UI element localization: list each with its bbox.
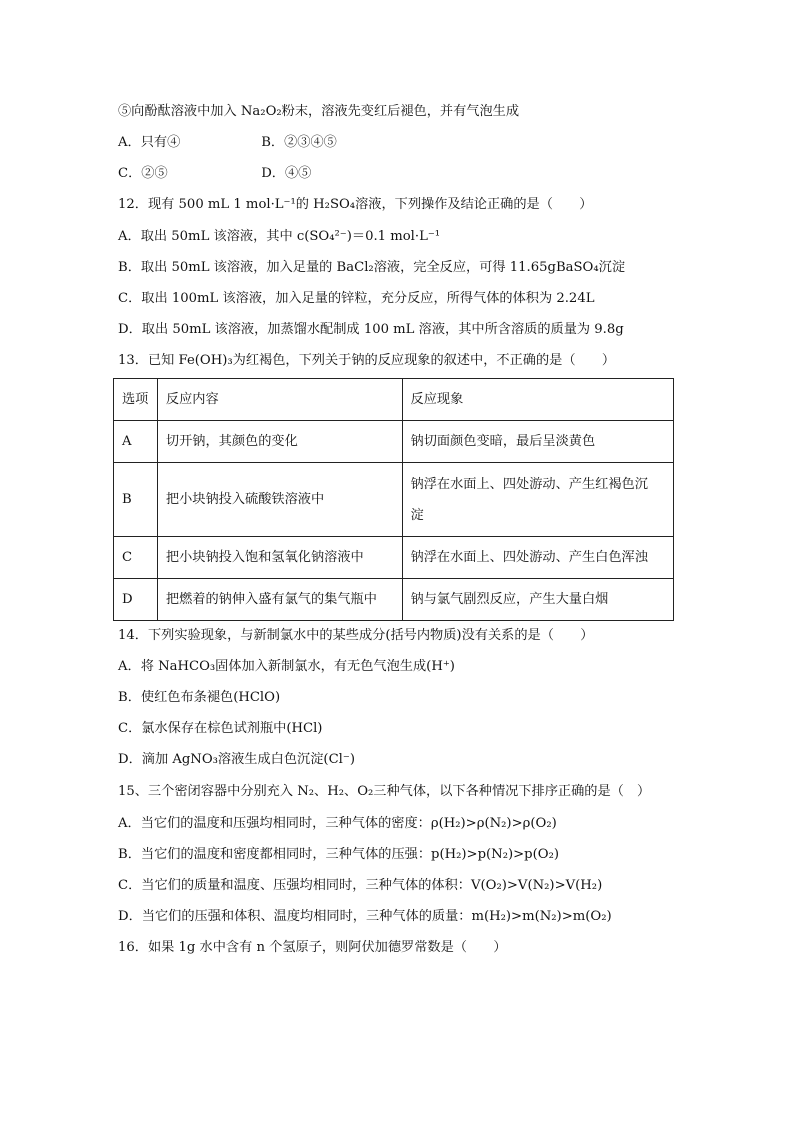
q11-option-c: C．②⑤ xyxy=(118,166,168,181)
row-option: A xyxy=(114,421,158,463)
q13-stem: 13．已知 Fe(OH)₃为红褐色，下列关于钠的反应现象的叙述中，不正确的是（ ） xyxy=(118,353,616,368)
q12-option-d: D．取出 50mL 该溶液，加蒸馏水配制成 100 mL 溶液，其中所含溶质的质量为 9.8g xyxy=(118,322,624,337)
row-phenomenon xyxy=(402,463,673,537)
header-phenomenon: 反应现象 xyxy=(402,379,673,421)
q15-option-d: D．当它们的压强和体积、温度均相同时，三种气体的质量：m(H₂)>m(N₂)>m(O₂) xyxy=(118,909,612,924)
q14-option-c: C．氯水保存在棕色试剂瓶中(HCl) xyxy=(118,721,323,736)
row-option: D xyxy=(114,579,158,621)
q13-table xyxy=(113,378,674,621)
q15-option-c: C．当它们的质量和温度、压强均相同时，三种气体的体积：V(O₂)>V(N₂)>V(H₂) xyxy=(118,878,603,893)
q12-stem: 12．现有 500 mL 1 mol·L⁻¹的 H₂SO₄溶液，下列操作及结论正确的是（ ） xyxy=(118,197,593,212)
row-phenomenon: 钠浮在水面上、四处游动、产生白色浑浊 xyxy=(402,537,673,579)
q12-option-a: A．取出 50mL 该溶液，其中 c(SO₄²⁻)＝0.1 mol·L⁻¹ xyxy=(118,229,441,244)
row-phenomenon-line-2: 淀 xyxy=(410,507,424,523)
row-content: 把燃着的钠伸入盛有氯气的集气瓶中 xyxy=(157,579,402,621)
q11-option-a: A．只有④ xyxy=(118,135,181,150)
header-content: 反应内容 xyxy=(157,379,402,421)
q11-options-row-2 xyxy=(118,165,311,183)
q14-option-b: B．使红色布条褪色(HClO) xyxy=(118,690,281,705)
row-phenomenon: 钠切面颜色变暗，最后呈淡黄色 xyxy=(402,421,673,463)
q12-option-c: C．取出 100mL 该溶液，加入足量的锌粒，充分反应，所得气体的体积为 2.24L xyxy=(118,291,595,306)
q14-option-d: D．滴加 AgNO₃溶液生成白色沉淀(Cl⁻) xyxy=(118,752,355,767)
table-row xyxy=(114,421,674,463)
q14-option-a: A．将 NaHCO₃固体加入新制氯水，有无色气泡生成(H⁺) xyxy=(118,659,455,674)
q11-option-b: B．②③④⑤ xyxy=(261,135,337,150)
q16-stem: 16．如果 1g 水中含有 n 个氢原子，则阿伏加德罗常数是（ ） xyxy=(118,940,507,955)
table-row xyxy=(114,537,674,579)
row-content: 切开钠，其颜色的变化 xyxy=(157,421,402,463)
header-option: 选项 xyxy=(114,379,158,421)
q12-option-b: B．取出 50mL 该溶液，加入足量的 BaCl₂溶液，完全反应，可得 11.65gBaSO₄沉淀 xyxy=(118,260,626,275)
row-option: C xyxy=(114,537,158,579)
row-phenomenon: 钠与氯气剧烈反应，产生大量白烟 xyxy=(402,579,673,621)
table-row xyxy=(114,463,674,537)
q11-item-5: ⑤向酚酞溶液中加入 Na₂O₂粉末，溶液先变红后褪色，并有气泡生成 xyxy=(118,104,520,119)
row-content: 把小块钠投入饱和氢氧化钠溶液中 xyxy=(157,537,402,579)
table-row xyxy=(114,579,674,621)
q11-option-d: D．④⑤ xyxy=(261,166,312,181)
q15-option-a: A．当它们的温度和压强均相同时，三种气体的密度：ρ(H₂)>ρ(N₂)>ρ(O₂) xyxy=(118,816,557,831)
table-header-row xyxy=(114,379,674,421)
q11-options-row-1 xyxy=(118,134,337,152)
row-option: B xyxy=(114,463,158,537)
row-content: 把小块钠投入硫酸铁溶液中 xyxy=(157,463,402,537)
q15-option-b: B．当它们的温度和密度都相同时，三种气体的压强：p(H₂)>p(N₂)>p(O₂) xyxy=(118,847,560,862)
q15-stem: 15、三个密闭容器中分别充入 N₂、H₂、O₂三种气体，以下各种情况下排序正确的是（ ） xyxy=(118,784,651,799)
row-phenomenon-line-1: 钠浮在水面上、四处游动、产生红褐色沉 xyxy=(410,476,648,492)
q14-stem: 14．下列实验现象，与新制氯水中的某些成分(括号内物质)没有关系的是（ ） xyxy=(118,628,594,643)
